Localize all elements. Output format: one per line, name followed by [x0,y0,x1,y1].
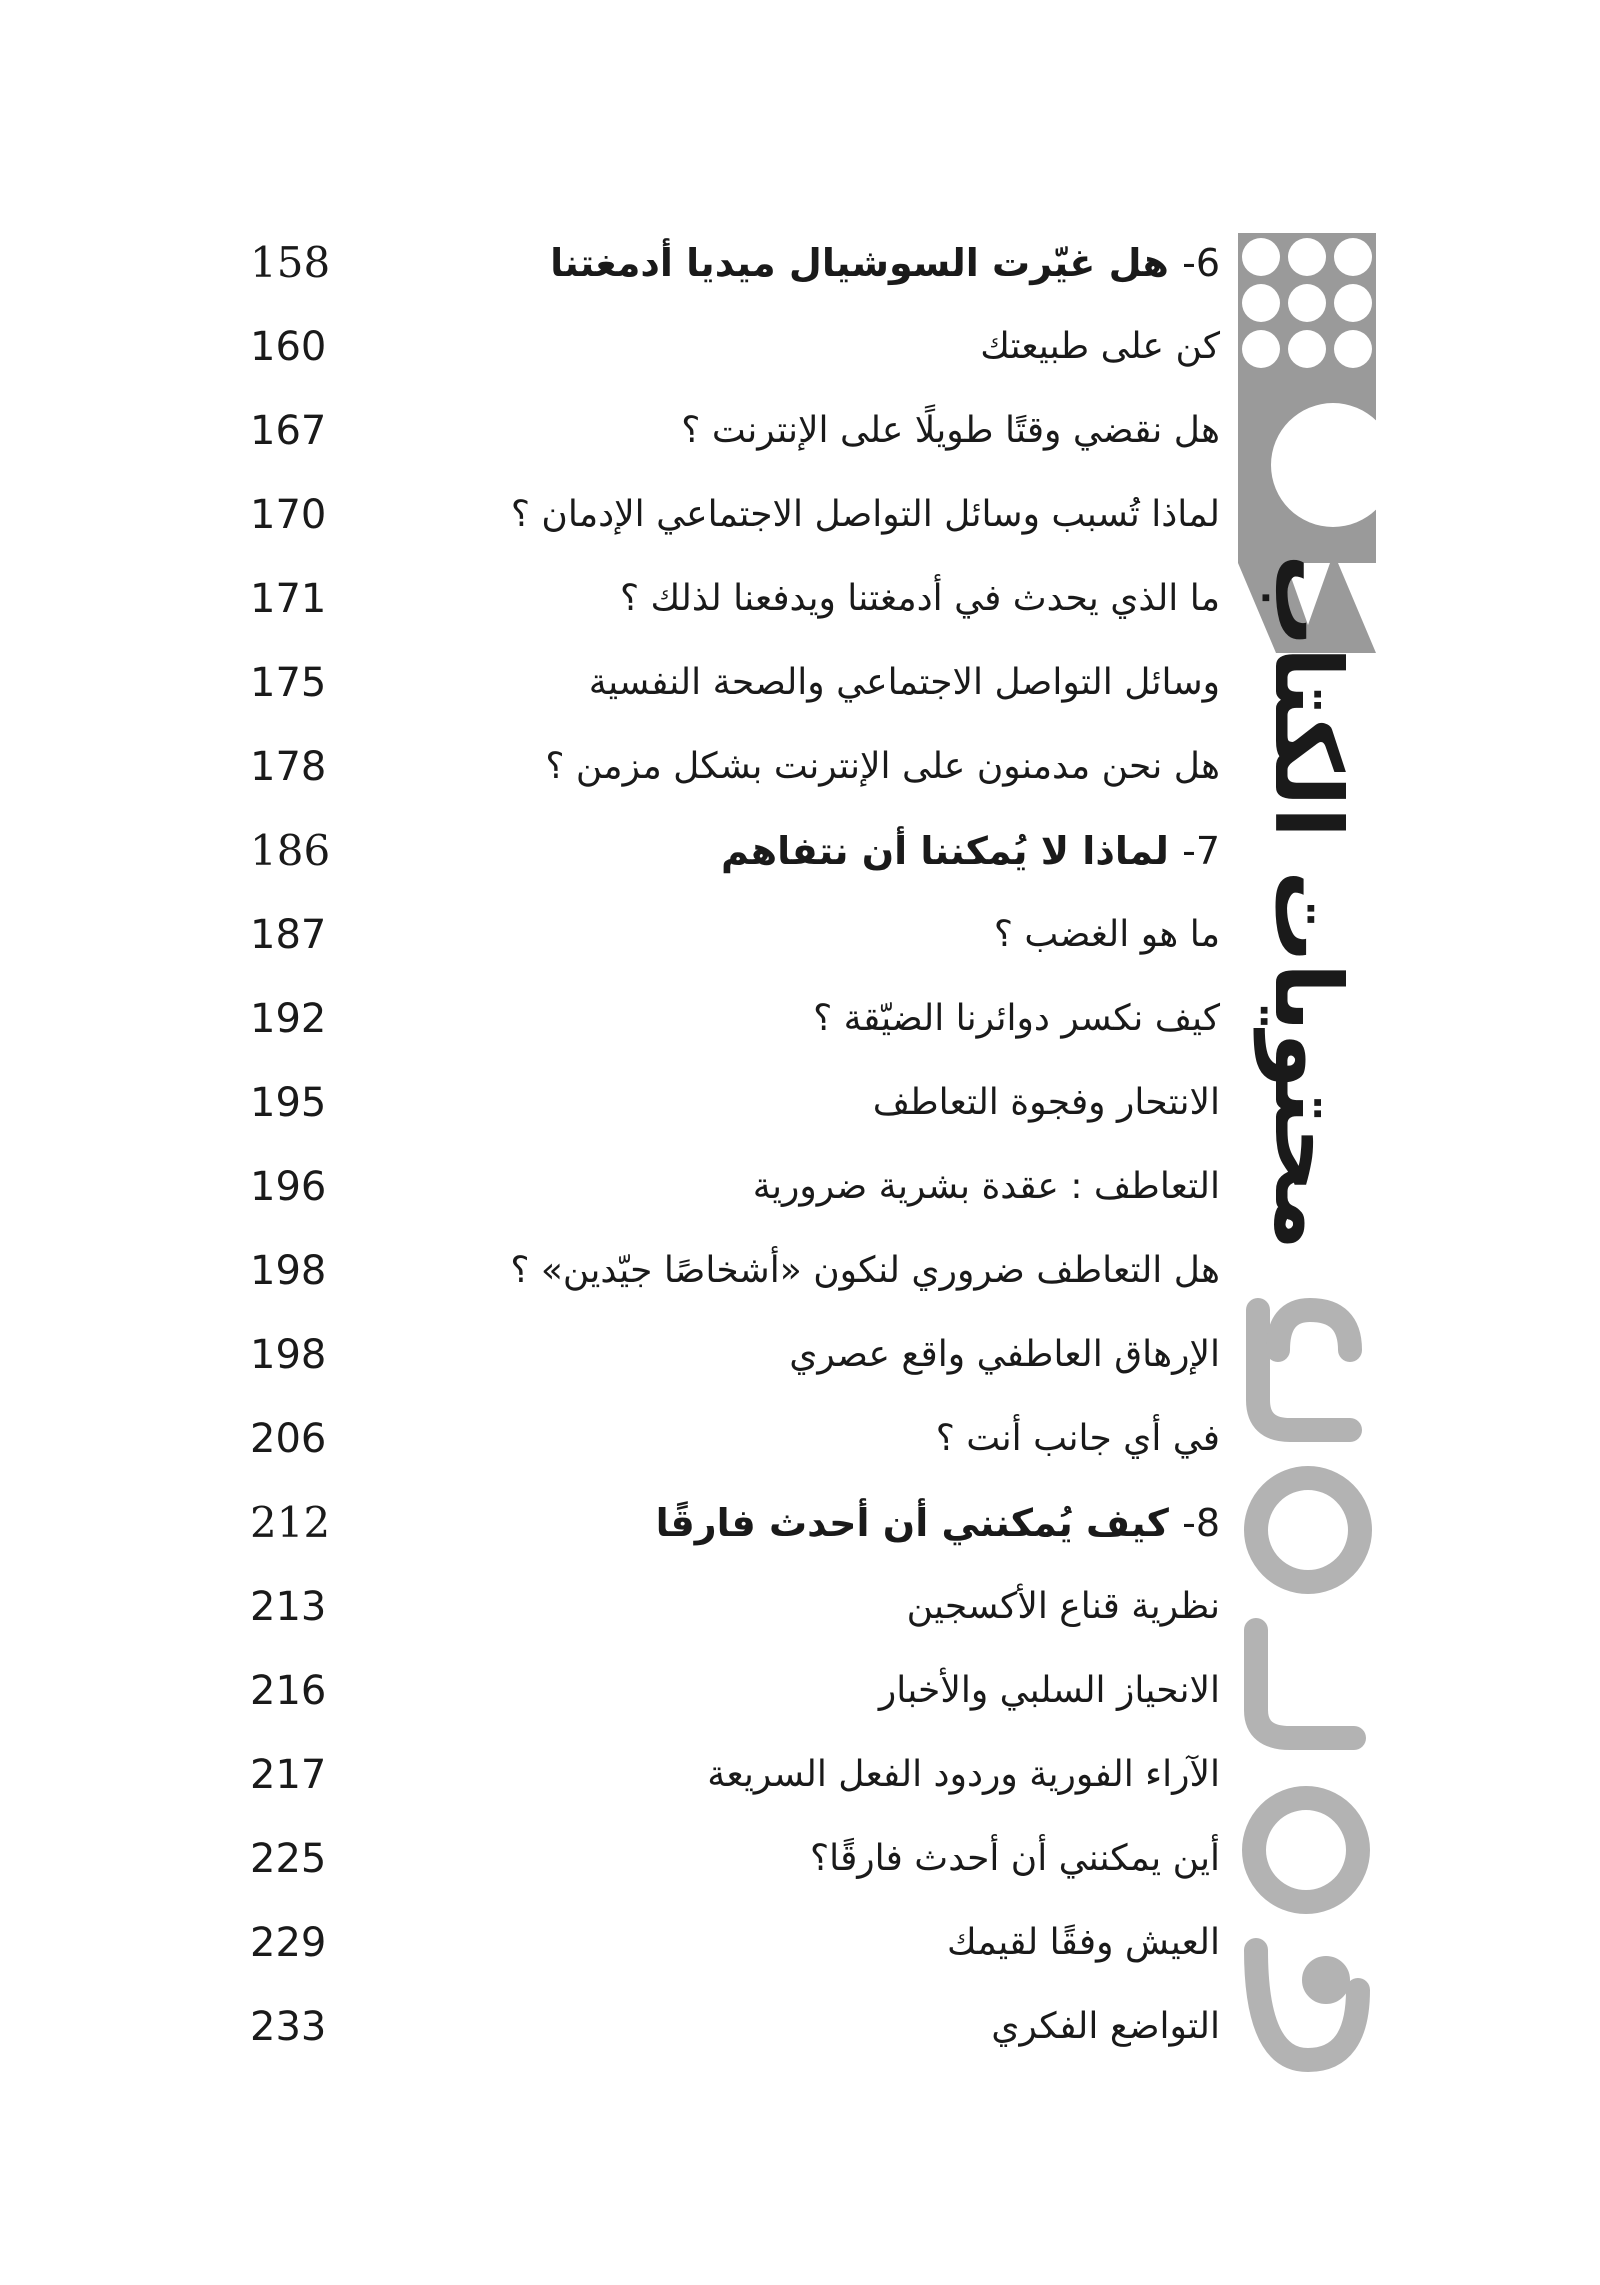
toc-page-number: 198 [250,1248,327,1294]
toc-entry[interactable] [250,1656,1220,1740]
toc-entry-title: هل التعاطف ضروري لنكون «أشخاصًا جيّدين» ؟ [510,1250,1220,1291]
toc-entry[interactable] [250,1824,1220,1908]
toc-entry[interactable] [250,1152,1220,1236]
toc-entry[interactable] [250,396,1220,480]
toc-page-number: 216 [250,1668,327,1714]
toc-entry-title: التواضع الفكري [991,2006,1220,2047]
chapter-number: 8- [1182,1501,1220,1545]
toc-entry[interactable] [250,1404,1220,1488]
toc-page-number: 170 [250,492,327,538]
toc-page-number: 175 [250,660,327,706]
toc-entry-title: هل نقضي وقتًا طويلًا على الإنترنت ؟ [681,410,1220,451]
toc-entry-title: التعاطف : عقدة بشرية ضرورية [752,1166,1220,1207]
toc-chapter-8[interactable] [250,1488,1220,1572]
toc-page-number: 233 [250,2004,327,2050]
toc-page-number: 167 [250,408,327,454]
toc-entry-title: كن على طبيعتك [980,326,1220,367]
chapter-title: لماذا لا يُمكننا أن نتفاهم [720,829,1169,873]
toc-page-number: 206 [250,1416,327,1462]
toc-entry[interactable] [250,1740,1220,1824]
toc-entry-title: في أي جانب أنت ؟ [935,1418,1220,1459]
toc-entry-title: الإرهاق العاطفي واقع عصري [789,1334,1220,1375]
toc-entry-title: الانتحار وفجوة التعاطف [872,1082,1220,1123]
chapter-number: 7- [1182,829,1220,873]
toc-page-number: 198 [250,1332,327,1378]
toc-entry-title: العيش وفقًا لقيمك [947,1922,1220,1963]
toc-entry-title: ما الذي يحدث في أدمغتنا ويدفعنا لذلك ؟ [619,578,1220,619]
toc-entry-title [656,1488,1220,1558]
toc-chapter-7[interactable] [250,816,1220,900]
toc-page-number: 171 [250,576,327,622]
toc-entry[interactable] [250,732,1220,816]
toc-entry-title: الانحياز السلبي والأخبار [878,1670,1220,1711]
sidebar-title: محتويات الكتاب [1254,553,1361,1250]
toc-entry[interactable] [250,900,1220,984]
toc-page-number: 192 [250,996,327,1042]
toc-page-number: 229 [250,1920,327,1966]
toc-entry[interactable] [250,648,1220,732]
toc-page-number: 178 [250,744,327,790]
toc-entry-title: أين يمكنني أن أحدث فارقًا؟ [810,1838,1220,1879]
chapter-number: 6- [1182,241,1220,285]
decorative-letters-graphic [1230,1290,1380,2080]
toc-entry-title: لماذا تُسبب وسائل التواصل الاجتماعي الإدمان ؟ [510,494,1220,535]
toc-entry-title: ما هو الغضب ؟ [993,914,1220,955]
toc-entry[interactable] [250,984,1220,1068]
toc-page-number: 158 [250,238,331,287]
toc-entry[interactable] [250,1992,1220,2076]
toc-page-number: 187 [250,912,327,958]
toc-entry-title: كيف نكسر دوائرنا الضيّقة ؟ [813,998,1220,1039]
toc-entry-title: الآراء الفورية وردود الفعل السريعة [707,1754,1220,1795]
toc-entry[interactable] [250,1908,1220,1992]
toc-page-number: 225 [250,1836,327,1882]
chapter-title: هل غيّرت السوشيال ميديا أدمغتنا [550,241,1169,285]
toc-entry-title: وسائل التواصل الاجتماعي والصحة النفسية [588,662,1220,703]
toc-chapter-6[interactable] [250,228,1220,312]
toc-page-number: 160 [250,324,327,370]
toc-entry[interactable] [250,1068,1220,1152]
toc-page-number: 217 [250,1752,327,1798]
toc-page-number: 195 [250,1080,327,1126]
toc-entry[interactable] [250,1320,1220,1404]
toc-page-number: 213 [250,1584,327,1630]
sidebar-decorative-letters [1230,1290,1380,2080]
toc-page-number: 186 [250,826,331,875]
toc-entry-title: نظرية قناع الأكسجين [906,1586,1220,1627]
toc-page-number: 212 [250,1498,331,1547]
toc-entry-title [550,228,1220,298]
toc-page-number: 196 [250,1164,327,1210]
toc-entry-title [721,816,1220,886]
toc-entry[interactable] [250,564,1220,648]
toc-entry[interactable] [250,312,1220,396]
toc-entry-title: هل نحن مدمنون على الإنترنت بشكل مزمن ؟ [545,746,1220,787]
chapter-title: كيف يُمكنني أن أحدث فارقًا [655,1501,1169,1545]
toc-entry[interactable] [250,480,1220,564]
toc-entry[interactable] [250,1236,1220,1320]
table-of-contents [250,228,1220,2076]
toc-entry[interactable] [250,1572,1220,1656]
